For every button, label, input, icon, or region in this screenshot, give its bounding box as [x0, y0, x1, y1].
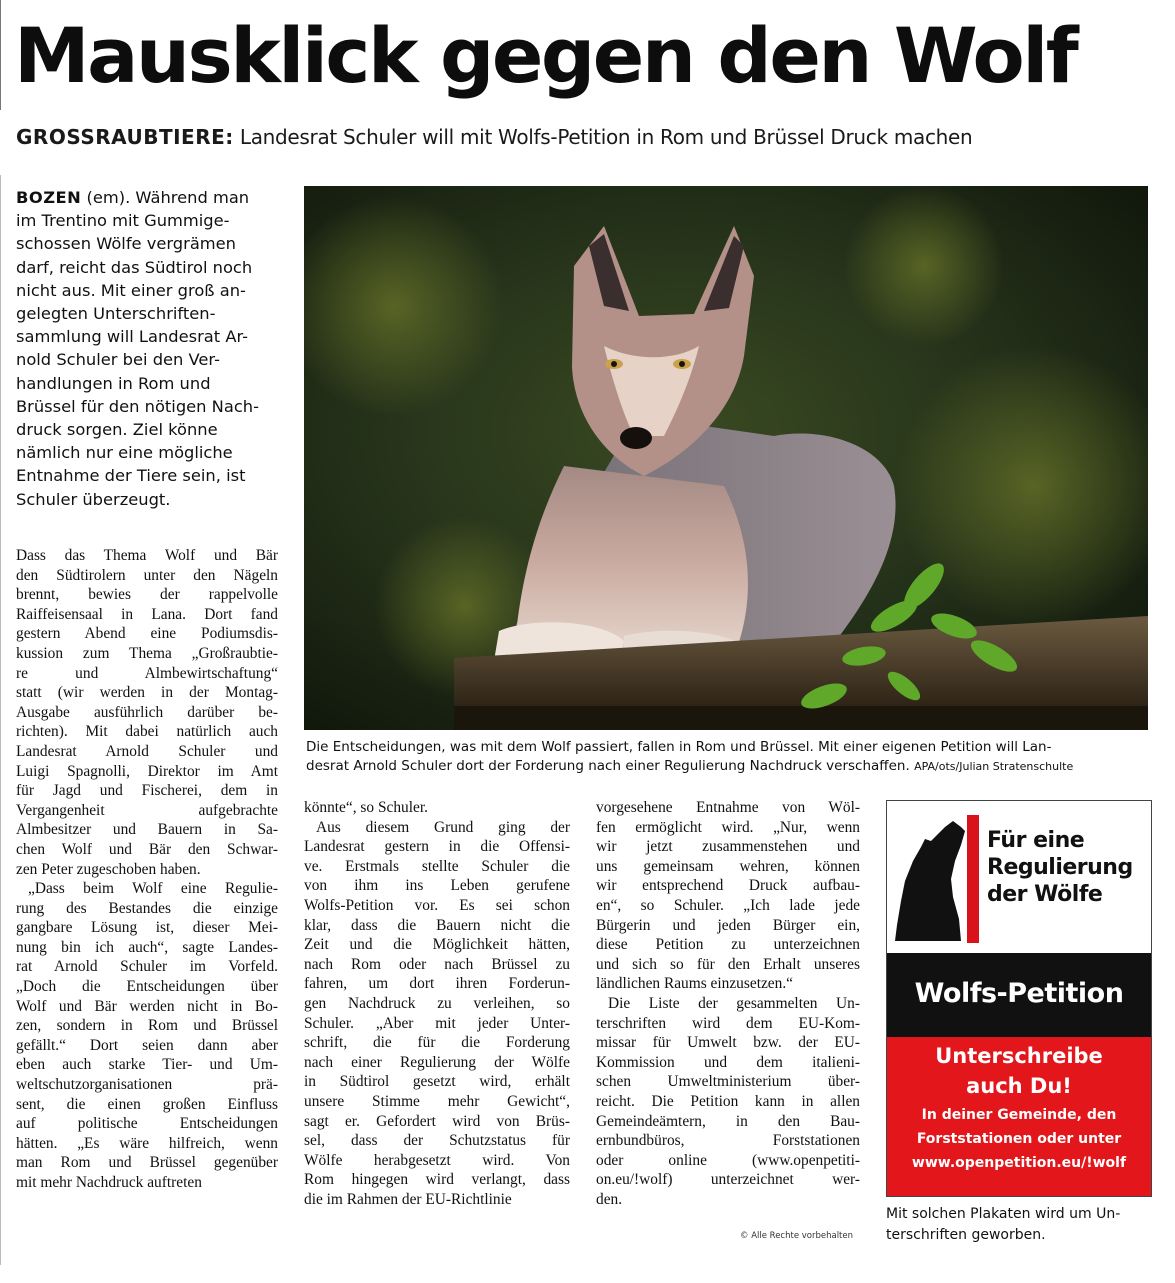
caption-line: [306, 757, 1148, 776]
headline: Mausklick gegen den Wolf: [14, 11, 1077, 100]
body-line: den Südtirolern unter den Nägeln: [16, 566, 278, 584]
lead-line: [16, 488, 276, 511]
body-line: nach Rom oder nach Brüssel zu: [304, 955, 570, 973]
body-line: Gemeindeämtern, in den Bau-: [596, 1112, 860, 1130]
body-line: Aus diesem Grund ging der: [316, 818, 570, 836]
body-line: rat Arnold Schuler im Vorfeld.: [16, 958, 278, 976]
body-line: Schuler. „Aber mit jeder Unter-: [304, 1014, 570, 1032]
body-line: Bürgerin und jeden Bürger ein,: [596, 916, 860, 934]
howling-wolf-icon: [891, 801, 971, 953]
body-line: Die Liste der gesammelten Un-: [608, 994, 860, 1012]
poster-title: Wolfs-Petition: [914, 978, 1124, 1009]
lead-text: Entnahme der Tiere sein, ist: [16, 466, 246, 486]
lead-line: [16, 256, 276, 279]
copyright-notice: © Alle Rechte vorbehalten: [740, 1231, 854, 1241]
poster-red-panel: [887, 1037, 1151, 1196]
poster-top: [887, 801, 1151, 953]
lead-line: [16, 209, 276, 232]
caption-line: Die Entscheidungen, was mit dem Wolf passiert, fallen in Rom und Brüssel. Mit einer eigenen Petition will Lan-: [306, 739, 1052, 755]
poster-caption: [886, 1204, 1150, 1246]
body-line: ve. Erstmals stellte Schuler die: [304, 857, 570, 875]
body-line: Ausgabe ausführlich darüber be-: [16, 703, 278, 721]
body-line: weltschutzorganisationen prä-: [16, 1076, 278, 1094]
lead-line: [16, 186, 276, 209]
body-line: „Dass beim Wolf eine Regulie-: [28, 880, 278, 898]
lead-text: handlungen in Rom und: [16, 373, 211, 393]
body-line: schen Umweltministerium über-: [596, 1073, 860, 1091]
lead-text: sammlung will Landesrat Ar-: [16, 327, 249, 347]
body-line: sent, die einen großen Einfluss: [16, 1095, 278, 1113]
body-line: nach einer Regulierung der Wölfe: [304, 1053, 570, 1071]
body-line: gestern Abend eine Podiumsdis-: [16, 625, 278, 643]
lead-text: nämlich nur eine mögliche: [16, 443, 233, 463]
lead-text: nicht aus. Mit einer groß an-: [16, 280, 246, 300]
body-line: gangbare Lösung ist, dieser Mei-: [16, 919, 278, 937]
body-line: in Südtirol gesetzt wird, erhält: [304, 1073, 570, 1091]
lead-text: darf, reicht das Südtirol noch: [16, 257, 253, 277]
body-line: rung des Bestandes die einzige: [16, 899, 278, 917]
body-line: Wolf und Bär werden nicht in Bo-: [16, 997, 278, 1015]
caption-line-2: desrat Arnold Schuler dort der Forderung nach einer Regulierung Nachdruck verschaffen.: [306, 758, 910, 774]
lead-text: gelegten Unterschriften-: [16, 304, 216, 324]
body-line: en“, so Schuler. „Ich lade jede: [596, 896, 860, 914]
lead-line: [16, 348, 276, 371]
body-line: richten). Mit dabei natürlich auch: [16, 723, 278, 741]
body-line: uns gemeinsam wehren, können: [596, 857, 860, 875]
photo-credit: APA/ots/Julian Stratenschulte: [914, 760, 1074, 773]
body-line: zen, sondern in Rom und Brüssel: [16, 1017, 278, 1035]
petition-poster: [886, 800, 1152, 1197]
body-line: Almbesitzer und Bauern in Sa-: [16, 821, 278, 839]
body-line: von ihm ins Leben gerufene: [304, 877, 570, 895]
poster-info-1: In deiner Gemeinde, den: [921, 1107, 1117, 1123]
body-line: auf politische Entscheidungen: [16, 1115, 278, 1133]
body-line: gen Nachdruck zu verleihen, so: [304, 994, 570, 1012]
body-line: zen Peter zugeschoben haben.: [16, 860, 201, 878]
lead-line: [16, 232, 276, 255]
body-line: reicht. Die Petition kann in allen: [596, 1092, 860, 1110]
body-line: chen Wolf und Bär den Schwar-: [16, 840, 278, 858]
body-line: wir entsprechend Druck aufbau-: [596, 877, 860, 895]
body-line: „Doch die Entscheidungen über: [16, 978, 278, 996]
lead-text: nold Schuler bei den Ver-: [16, 350, 220, 370]
lead-line: [16, 279, 276, 302]
wolf-illustration: [304, 186, 1148, 730]
body-line: den.: [596, 1190, 623, 1208]
body-line: Zeit und die Möglichkeit hätten,: [304, 936, 570, 954]
lead-line: [16, 418, 276, 441]
body-line: brennt, bewies der rappelvolle: [16, 586, 278, 604]
poster-black-band: [887, 953, 1151, 1037]
poster-call-1: Unterschreibe: [935, 1044, 1103, 1068]
body-line: Raiffeisensaal in Lana. Dort fand: [16, 605, 278, 623]
body-line: sel, dass der Schutzstatus für: [304, 1132, 570, 1150]
lead-text: im Trentino mit Gummige-: [16, 211, 230, 231]
body-line: Vergangenheit aufgebrachte: [16, 801, 278, 819]
body-line: missar für Umwelt bzw. der EU-: [596, 1034, 860, 1052]
body-line: nung bin ich auch“, sagte Landes-: [16, 938, 278, 956]
body-line: ernbundbüros, Forststationen: [596, 1132, 860, 1150]
subheadline: [16, 120, 972, 154]
lead-text: Schuler überzeugt.: [16, 489, 171, 509]
body-line: Wölfe herabgesetzt wird. Von: [304, 1151, 570, 1169]
body-line: eben auch starke Tier- und Um-: [16, 1056, 278, 1074]
body-line: fahren, um dort ihren Forderun-: [304, 975, 570, 993]
body-line: schrift, die für die Forderung: [304, 1034, 570, 1052]
lead-line: [16, 325, 276, 348]
lead-line: [16, 372, 276, 395]
lead-line: [16, 395, 276, 418]
poster-info-2: Forststationen oder unter: [916, 1131, 1122, 1147]
poster-slogan: [987, 827, 1147, 908]
left-margin-rule-lower: [0, 175, 1, 1265]
lead-line: [16, 302, 276, 325]
body-line: klar, dass die Bauern nicht die: [304, 916, 570, 934]
body-line: Rom hingegen wird verlangt, dass: [304, 1171, 570, 1189]
body-line: für Jagd und Fischerei, dem in: [16, 782, 278, 800]
body-line: re und Almbewirtschaftung“: [16, 664, 278, 682]
body-column-1: [16, 546, 278, 1193]
lead-text: (em). Während man: [86, 188, 250, 207]
poster-call-2: auch Du!: [966, 1074, 1072, 1098]
body-line: fen ermöglicht wird. „Nur, wenn: [596, 818, 860, 836]
body-line: die im Rahmen der EU-Richtlinie: [304, 1190, 512, 1208]
lead-text: schossen Wölfe vergrämen: [16, 234, 237, 254]
kicker: GROSSRAUBTIERE:: [16, 125, 234, 149]
body-line: statt (wir werden in der Montag-: [16, 684, 278, 702]
body-line: oder online (www.openpetiti-: [596, 1151, 860, 1169]
body-line: man Rom und Brüssel gegenüber: [16, 1154, 278, 1172]
poster-caption-line-1: Mit solchen Plakaten wird um Un-: [886, 1206, 1121, 1222]
lead-paragraph: [16, 186, 276, 511]
slogan-line-3: der Wölfe: [987, 882, 1103, 907]
body-line: und sich so für den Erhalt unseres: [596, 955, 860, 973]
lead-text: druck sorgen. Ziel könne: [16, 420, 218, 440]
lead-text: Brüssel für den nötigen Nach-: [16, 396, 259, 416]
left-margin-rule: [0, 0, 1, 110]
body-line: Wolfs-Petition vor. Es sei schon: [304, 896, 570, 914]
lead-line: [16, 441, 276, 464]
poster-caption-line-2: terschriften geworben.: [886, 1227, 1046, 1243]
slogan-line-2: Regulierung: [987, 855, 1133, 880]
body-line: unsere Stimme mehr Gewicht“,: [304, 1092, 570, 1110]
wolf-photo: [304, 186, 1148, 730]
body-line: diese Petition zu unterzeichnen: [596, 936, 860, 954]
body-line: Landesrat gestern in die Offensi-: [304, 838, 570, 856]
poster-red-bar: [967, 815, 979, 943]
body-column-2: [304, 798, 570, 1209]
body-line: kussion zum Thema „Großraubtie-: [16, 644, 278, 662]
dateline: BOZEN: [16, 188, 82, 207]
body-line: on.eu/!wolf) unterzeichnet wer-: [596, 1171, 860, 1189]
body-line: Kommission und dem italieni-: [596, 1053, 860, 1071]
lead-line: [16, 464, 276, 487]
slogan-line-1: Für eine: [987, 828, 1085, 853]
body-line: gefällt.“ Dort seien dann aber: [16, 1036, 278, 1054]
body-line: vorgesehene Entnahme von Wöl-: [596, 799, 860, 816]
body-line: terschriften wird dem EU-Kom-: [596, 1014, 860, 1032]
body-line: Dass das Thema Wolf und Bär: [16, 547, 278, 564]
subhead-text: Landesrat Schuler will mit Wolfs-Petition in Rom und Brüssel Druck machen: [239, 125, 973, 149]
body-line: sagt er. Gefordert wird von Brüs-: [304, 1112, 570, 1130]
body-line: Landesrat Arnold Schuler und: [16, 742, 278, 760]
photo-caption: [306, 738, 1148, 776]
poster-url: www.openpetition.eu/!wolf: [911, 1155, 1127, 1171]
body-line: ländlichen Raums einzusetzen.“: [596, 975, 794, 993]
body-line: Luigi Spagnolli, Direktor im Amt: [16, 762, 278, 780]
body-line: könnte“, so Schuler.: [304, 799, 428, 816]
body-line: hätten. „Es wäre hilfreich, wenn: [16, 1134, 278, 1152]
body-line: wir jetzt zusammenstehen und: [596, 838, 860, 856]
body-column-3: [596, 798, 860, 1209]
body-line: mit mehr Nachdruck auftreten: [16, 1174, 202, 1191]
